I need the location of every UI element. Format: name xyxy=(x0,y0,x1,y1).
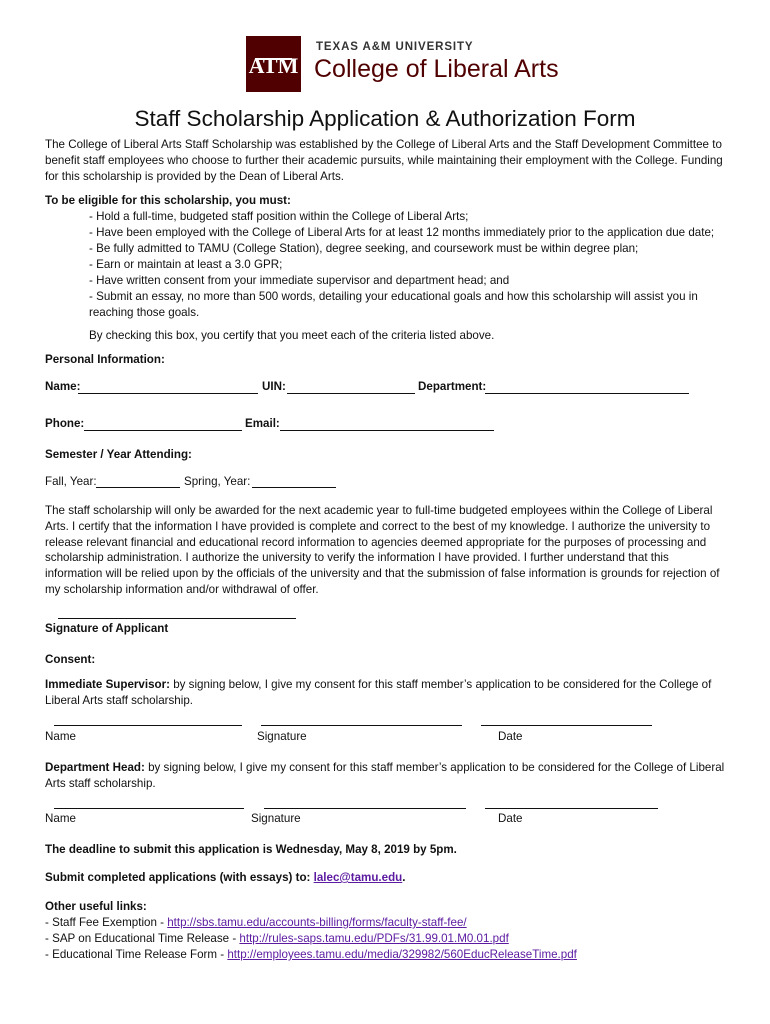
intro-line: benefit staff employees who choose to further their academic pursuits, while maintaining their employment with the College. Funding xyxy=(45,154,723,167)
submit-text xyxy=(45,870,406,886)
supervisor-signature-field[interactable] xyxy=(261,725,462,726)
head-text: by signing below, I give my consent for this staff member’s application to be considered for the College of Liberal xyxy=(144,761,725,774)
form-title: Staff Scholarship Application & Authorization Form xyxy=(134,106,636,131)
name-field[interactable] xyxy=(78,393,258,394)
college-name: College of Liberal Arts xyxy=(314,55,559,83)
eligibility-item: - Have been employed with the College of Liberal Arts for at least 12 months immediately prior to the application due date; xyxy=(89,226,715,239)
links-heading: Other useful links: xyxy=(45,900,147,913)
head-date-field[interactable] xyxy=(485,808,658,809)
supervisor-name-field[interactable] xyxy=(54,725,242,726)
tamu-logo xyxy=(246,36,301,92)
supervisor-date-field[interactable] xyxy=(481,725,652,726)
link-label: - Staff Fee Exemption - xyxy=(45,916,168,929)
email-label: Email: xyxy=(245,417,280,430)
eligibility-item: - Be fully admitted to TAMU (College Station), degree seeking, and coursework must be within degree plan; xyxy=(89,242,639,255)
eligibility-item: reaching those goals. xyxy=(89,306,200,319)
fall-year-field[interactable] xyxy=(96,487,180,488)
university-name: TEXAS A&M UNIVERSITY xyxy=(316,41,474,53)
head-signature-field[interactable] xyxy=(264,808,466,809)
statement-line: scholarship administration. I authorize the university to verify the information I have provided. I further understand that this xyxy=(45,551,669,564)
supervisor-signature-caption: Signature xyxy=(257,730,307,743)
fall-label: Fall, Year: xyxy=(45,475,97,488)
deadline-text: The deadline to submit this application is Wednesday, May 8, 2019 by 5pm. xyxy=(45,843,457,856)
spring-label: Spring, Year: xyxy=(184,475,251,488)
logo-text: ATM xyxy=(248,53,299,78)
phone-field[interactable] xyxy=(84,430,242,431)
intro-line: for this scholarship is provided by the Dean of Liberal Arts. xyxy=(45,170,345,183)
link-item xyxy=(45,931,509,947)
tamu-logo-mark xyxy=(246,36,301,92)
phone-label: Phone: xyxy=(45,417,85,430)
applicant-signature-field[interactable] xyxy=(58,618,296,619)
eligibility-item: - Submit an essay, no more than 500 words, detailing your educational goals and how this scholarship will assist you in xyxy=(89,290,698,303)
name-label: Name: xyxy=(45,380,81,393)
intro-line: The College of Liberal Arts Staff Scholarship was established by the College of Liberal Arts and the Staff Development Committee to xyxy=(45,138,722,151)
uin-field[interactable] xyxy=(287,393,415,394)
head-signature-caption: Signature xyxy=(251,812,301,825)
statement-line: release relevant financial and educational record information to agencies deemed appropriate for the purposes of processing and xyxy=(45,536,707,549)
eligibility-item: - Earn or maintain at least a 3.0 GPR; xyxy=(89,258,283,271)
eligibility-item: - Have written consent from your immediate supervisor and department head; and xyxy=(89,274,510,287)
statement-line: The staff scholarship will only be awarded for the next academic year to full-time budgeted employees within the College of Liberal xyxy=(45,504,713,517)
link-item xyxy=(45,947,577,963)
submit-email-link[interactable]: lalec@tamu.edu xyxy=(313,871,403,884)
head-date-caption: Date xyxy=(498,812,523,825)
eligibility-item: - Hold a full-time, budgeted staff position within the College of Liberal Arts; xyxy=(89,210,469,223)
supervisor-statement xyxy=(45,677,711,693)
department-field[interactable] xyxy=(485,393,689,394)
semester-heading: Semester / Year Attending: xyxy=(45,448,192,461)
link-label: - Educational Time Release Form - xyxy=(45,948,228,961)
supervisor-text-cont: Liberal Arts staff scholarship. xyxy=(45,694,194,707)
head-name-caption: Name xyxy=(45,812,76,825)
eligibility-heading: To be eligible for this scholarship, you must: xyxy=(45,194,291,207)
head-text-cont: Arts staff scholarship. xyxy=(45,777,156,790)
supervisor-text: by signing below, I give my consent for this staff member’s application to be considered for the College of xyxy=(170,678,712,691)
head-name-field[interactable] xyxy=(54,808,244,809)
staff-fee-link[interactable]: http://sbs.tamu.edu/accounts-billing/forms/faculty-staff-fee/ xyxy=(167,916,467,929)
spring-year-field[interactable] xyxy=(252,487,336,488)
supervisor-date-caption: Date xyxy=(498,730,523,743)
submit-label: Submit completed applications (with essays) to: xyxy=(45,871,314,884)
supervisor-name-caption: Name xyxy=(45,730,76,743)
personal-heading: Personal Information: xyxy=(45,353,165,366)
sap-link[interactable]: http://rules-saps.tamu.edu/PDFs/31.99.01.M0.01.pdf xyxy=(239,932,509,945)
link-item xyxy=(45,915,467,931)
submit-period: . xyxy=(402,871,406,884)
certify-text[interactable]: By checking this box, you certify that you meet each of the criteria listed above. xyxy=(89,329,495,342)
consent-heading: Consent: xyxy=(45,653,96,666)
supervisor-title: Immediate Supervisor: xyxy=(45,678,170,691)
head-statement xyxy=(45,760,724,776)
email-field[interactable] xyxy=(280,430,494,431)
department-label: Department: xyxy=(418,380,487,393)
head-title: Department Head: xyxy=(45,761,145,774)
release-form-link[interactable]: http://employees.tamu.edu/media/329982/560EducReleaseTime.pdf xyxy=(227,948,577,961)
uin-label: UIN: xyxy=(262,380,286,393)
statement-line: my scholarship information and/or withdrawal of offer. xyxy=(45,583,319,596)
link-label: - SAP on Educational Time Release - xyxy=(45,932,240,945)
statement-line: information will be relied upon by the officials of the university and that the submission of false information is grounds for rejection of xyxy=(45,567,720,580)
statement-line: Arts. I certify that the information I have provided is complete and correct to the best of my knowledge. I authorize the university to xyxy=(45,520,711,533)
signature-label: Signature of Applicant xyxy=(45,622,169,635)
